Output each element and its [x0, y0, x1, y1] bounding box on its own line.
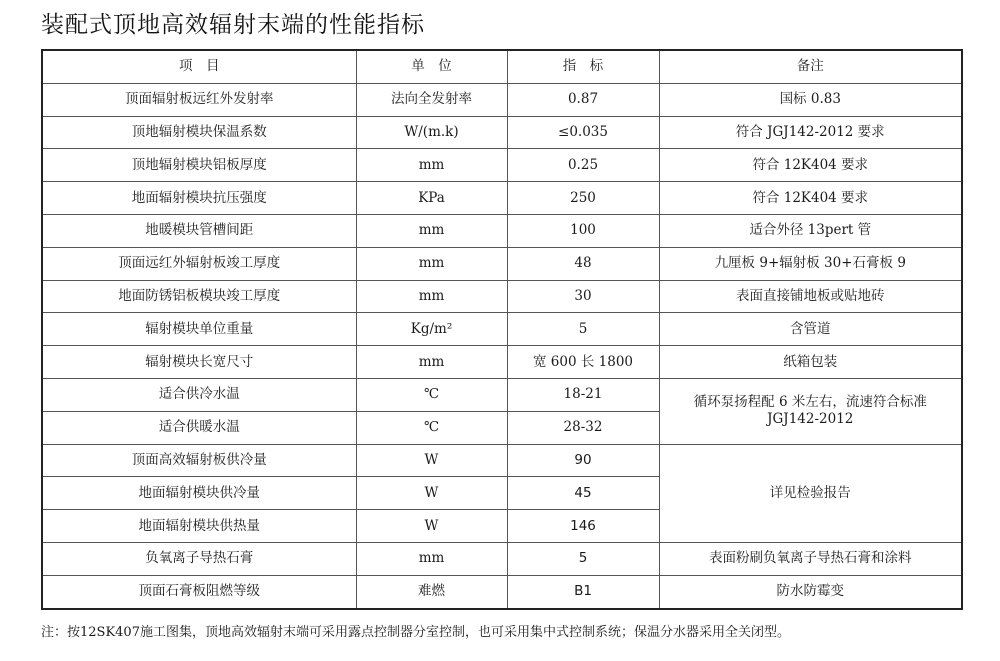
header-value: 指 标	[507, 50, 659, 83]
cell-value: 45	[507, 477, 659, 510]
cell-unit: mm	[356, 280, 507, 313]
cell-note-merged: 循环泵扬程配 6 米左右，流速符合标准 JGJ142-2012	[659, 378, 962, 444]
table-row	[42, 444, 962, 477]
cell-item: 地暖模块管槽间距	[42, 214, 356, 247]
cell-note: 适合外径 13pert 管	[659, 214, 962, 247]
page-title: 装配式顶地高效辐射末端的性能指标	[41, 12, 425, 38]
cell-value: 28-32	[507, 411, 659, 444]
cell-value: B1	[507, 575, 659, 608]
cell-unit: W	[356, 510, 507, 543]
cell-note: 表面直接铺地板或贴地砖	[659, 280, 962, 313]
cell-unit: W/(m.k)	[356, 116, 507, 149]
cell-value: 48	[507, 247, 659, 280]
cell-value: 90	[507, 444, 659, 477]
cell-unit: W	[356, 477, 507, 510]
cell-note: 含管道	[659, 313, 962, 346]
footnote: 注：按12SK407施工图集，顶地高效辐射末端可采用露点控制器分室控制，也可采用集中式控制系统；保温分水器采用全关闭型。	[41, 625, 790, 640]
cell-item: 辐射模块长宽尺寸	[42, 346, 356, 379]
cell-value: 18-21	[507, 378, 659, 411]
header-note: 备注	[659, 50, 962, 83]
table-row	[42, 214, 962, 247]
header-item: 项 目	[42, 50, 356, 83]
cell-value: 0.25	[507, 149, 659, 182]
cell-item: 顶面石膏板阻燃等级	[42, 575, 356, 608]
cell-value: 0.87	[507, 83, 659, 116]
cell-item: 地面防锈铝板模块竣工厚度	[42, 280, 356, 313]
cell-item: 顶面远红外辐射板竣工厚度	[42, 247, 356, 280]
cell-unit: 法向全发射率	[356, 83, 507, 116]
cell-unit: mm	[356, 346, 507, 379]
table-row	[42, 116, 962, 149]
cell-value: 5	[507, 542, 659, 575]
table-row	[42, 83, 962, 116]
cell-unit: ℃	[356, 378, 507, 411]
cell-unit: W	[356, 444, 507, 477]
spec-table	[41, 49, 963, 610]
cell-item: 适合供暖水温	[42, 411, 356, 444]
cell-note: 纸箱包装	[659, 346, 962, 379]
cell-note: 表面粉刷负氧离子导热石膏和涂料	[659, 542, 962, 575]
cell-item: 地面辐射模块供冷量	[42, 477, 356, 510]
cell-value: 5	[507, 313, 659, 346]
cell-item: 顶面高效辐射板供冷量	[42, 444, 356, 477]
table-row	[42, 575, 962, 608]
cell-item: 辐射模块单位重量	[42, 313, 356, 346]
cell-unit: Kg/m²	[356, 313, 507, 346]
cell-item: 顶地辐射模块保温系数	[42, 116, 356, 149]
cell-item: 适合供冷水温	[42, 378, 356, 411]
table-header-row	[42, 50, 962, 83]
header-unit: 单 位	[356, 50, 507, 83]
table-row	[42, 247, 962, 280]
cell-value: ≤0.035	[507, 116, 659, 149]
cell-note: 符合 12K404 要求	[659, 149, 962, 182]
cell-unit: mm	[356, 149, 507, 182]
cell-unit: mm	[356, 247, 507, 280]
cell-note: 九厘板 9+辐射板 30+石膏板 9	[659, 247, 962, 280]
table-row	[42, 542, 962, 575]
cell-note: 符合 JGJ142-2012 要求	[659, 116, 962, 149]
cell-note: 国标 0.83	[659, 83, 962, 116]
cell-item: 顶面辐射板远红外发射率	[42, 83, 356, 116]
cell-unit: mm	[356, 214, 507, 247]
cell-unit: KPa	[356, 182, 507, 215]
table-row	[42, 346, 962, 379]
table-row	[42, 280, 962, 313]
cell-value: 250	[507, 182, 659, 215]
cell-item: 地面辐射模块抗压强度	[42, 182, 356, 215]
cell-item: 负氧离子导热石膏	[42, 542, 356, 575]
cell-item: 地面辐射模块供热量	[42, 510, 356, 543]
table-row	[42, 149, 962, 182]
table-row	[42, 182, 962, 215]
cell-item: 顶地辐射模块铝板厚度	[42, 149, 356, 182]
table-row	[42, 378, 962, 411]
cell-value: 100	[507, 214, 659, 247]
cell-note-merged: 详见检验报告	[659, 444, 962, 542]
cell-unit: 难燃	[356, 575, 507, 608]
cell-value: 146	[507, 510, 659, 543]
cell-unit: ℃	[356, 411, 507, 444]
table-row	[42, 313, 962, 346]
cell-value: 30	[507, 280, 659, 313]
cell-value: 宽 600 长 1800	[507, 346, 659, 379]
cell-note: 符合 12K404 要求	[659, 182, 962, 215]
cell-unit: mm	[356, 542, 507, 575]
cell-note: 防水防霉变	[659, 575, 962, 608]
